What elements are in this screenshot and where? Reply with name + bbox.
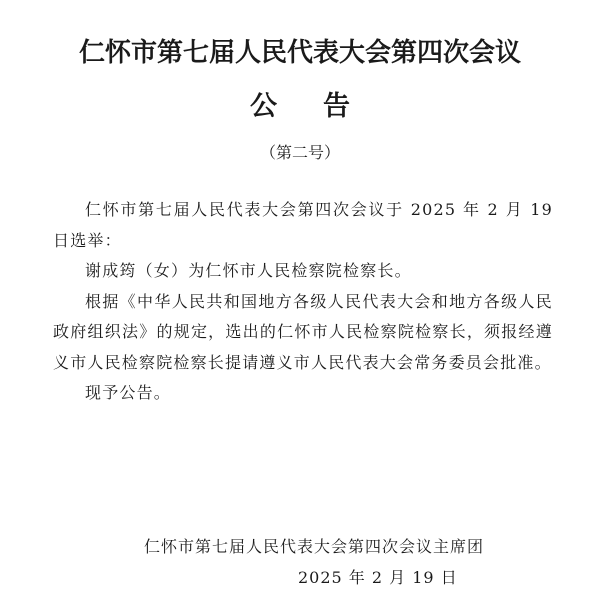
announcement-number: （第二号） [259,143,340,162]
body-paragraph-closing: 现予公告。 [85,383,172,402]
document-title: 仁怀市第七届人民代表大会第四次会议 [78,38,521,68]
body-paragraph-elected-person: 谢成筠（女）为仁怀市人民检察院检察长。 [85,261,412,280]
signature-date: 2025 年 2 月 19 日 [298,568,458,587]
body-paragraph-legal-basis: 根据《中华人民共和国地方各级人民代表大会和地方各级人民政府组织法》的规定，选出的仁怀市人民检察院检察长，须报经遵义市人民检察院检察长提请遵义市人民代表大会常务委员会批准。 [53,291,553,372]
document-heading: 公告 [250,91,396,122]
body-paragraph-election: 仁怀市第七届人民代表大会第四次会议于 2025 年 2 月 19 日选举： [53,200,553,250]
signature-organization: 仁怀市第七届人民代表大会第四次会议主席团 [144,537,485,556]
announcement-body [53,195,553,409]
